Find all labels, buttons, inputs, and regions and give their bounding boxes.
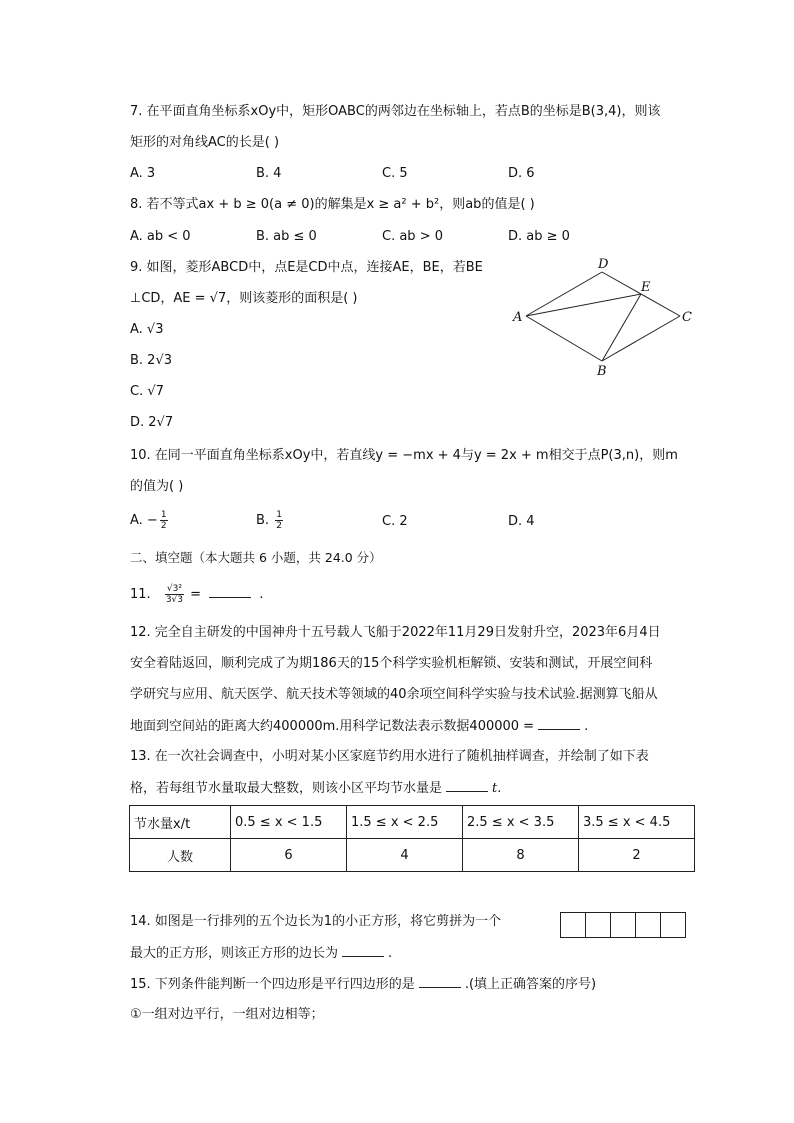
label-a: A [513,310,523,325]
label-b: B [597,364,607,379]
q13-line1: 13. 在一次社会调查中，小明对某小区家庭节约用水进行了随机抽样调查，并绘制了如下表 [130,749,649,764]
q11-equals: = [190,587,202,602]
q14-line1: 14. 如图是一行排列的五个边长为1的小正方形，将它剪拼为一个 [130,914,502,929]
q13-answer-blank[interactable] [446,779,488,792]
edge-ad [526,272,602,316]
q15-answer-blank[interactable] [419,975,461,988]
q14-line2: 最大的正方形，则该正方形的边长为 . [130,946,393,961]
q15-item1: ①一组对边平行，一组对边相等； [130,1007,324,1022]
q10-option-b[interactable] [256,510,285,531]
q9-line1: 9. 如图，菱形ABCD中，点E是CD中点，连接AE，BE，若BE [130,260,483,275]
q7-option-c[interactable]: C. 5 [382,166,408,181]
q10-option-b-fraction: $\frac{1}{2}$ [276,510,282,531]
table-cell: 3.5 ≤ x < 4.5 [579,806,695,839]
q9-option-d[interactable]: D. 2√7 [130,415,174,430]
q14-answer-blank[interactable] [342,944,384,957]
table-cell: 8 [463,839,579,872]
q11-label: 11. [130,587,151,602]
unit-square [585,912,611,938]
q10-option-a-prefix: A. − [130,513,158,528]
unit-square [635,912,661,938]
table-cell: 节水量x/t [130,806,231,839]
q8-line1: 8. 若不等式ax + b ≥ 0(a ≠ 0)的解集是x ≥ a² + b²，则ab的值是( ) [130,197,535,212]
table-cell: 2 [579,839,695,872]
table-header-row [130,806,695,839]
q12-line4: 地面到空间站的距离大约400000m.用科学记数法表示数据400000 = . [130,719,589,734]
q9-option-a[interactable]: A. √3 [130,322,164,337]
q11-line [130,584,263,605]
table-cell: 人数 [130,839,231,872]
rhombus-figure [510,255,710,380]
q8-option-d[interactable]: D. ab ≥ 0 [508,229,570,244]
q12-line2: 安全着陆返回，顺利完成了为期186天的15个科学实验机柜解锁、安装和测试，开展空间科 [130,656,653,671]
q10-option-b-prefix: B. [256,513,274,528]
q8-option-a[interactable]: A. ab < 0 [130,229,191,244]
q10-option-a[interactable] [130,510,170,531]
q7-option-b[interactable]: B. 4 [256,166,282,181]
q7-line2: 矩形的对角线AC的长是( ) [130,135,280,150]
unit-square [610,912,636,938]
q15-line1: 15. 下列条件能判断一个四边形是平行四边形的是 .(填上正确答案的序号) [130,977,597,992]
q9-option-c[interactable]: C. √7 [130,384,164,399]
q10-option-d[interactable]: D. 4 [508,514,535,529]
q11-fraction: $\frac{\text{√3²}}{3√3}$ [165,584,184,605]
table-cell: 1.5 ≤ x < 2.5 [347,806,463,839]
q9-option-b[interactable]: B. 2√3 [130,353,173,368]
label-c: C [682,310,692,325]
q9-line2: ⊥CD，AE = √7，则该菱形的面积是( ) [130,291,358,306]
unit-square [660,912,686,938]
q7-line1: 7. 在平面直角坐标系xOy中，矩形OABC的两邻边在坐标轴上，若点B的坐标是B(3,4)，则该 [130,104,661,119]
q8-option-c[interactable]: C. ab > 0 [382,229,443,244]
table-row [130,839,695,872]
segment-be [602,294,641,361]
water-saving-table [129,805,695,872]
q11-answer-blank[interactable] [209,585,251,598]
section-heading: 二、填空题（本大题共 6 小题，共 24.0 分） [130,550,382,565]
edge-cb [602,316,680,361]
q10-line2: 的值为( ) [130,479,184,494]
q13-line2: 格，若每组节水量取最大整数，则该小区平均节水量是 t. [130,781,502,796]
q10-option-a-fraction: $\frac{1}{2}$ [160,510,167,531]
table-cell: 4 [347,839,463,872]
q10-option-c[interactable]: C. 2 [382,514,408,529]
q12-answer-blank[interactable] [538,717,580,730]
q10-line1: 10. 在同一平面直角坐标系xOy中，若直线y = −mx + 4与y = 2x + m相交于点P(3,n)，则m [130,448,678,463]
q7-option-a[interactable]: A. 3 [130,166,156,181]
label-e: E [641,280,651,295]
edge-ba [526,316,602,361]
q11-end: . [259,587,264,602]
q7-option-d[interactable]: D. 6 [508,166,535,181]
table-cell: 2.5 ≤ x < 3.5 [463,806,579,839]
label-d: D [598,257,609,272]
unit-square [560,912,586,938]
q12-line1: 12. 完全自主研发的中国神舟十五号载人飞船于2022年11月29日发射升空，2023年6月4日 [130,625,661,640]
table-cell: 6 [231,839,347,872]
q12-line3: 学研究与应用、航天医学、航天技术等领域的40余项空间科学实验与技术试验.据测算飞船从 [130,687,658,702]
table-cell: 0.5 ≤ x < 1.5 [231,806,347,839]
segment-ae [526,294,641,316]
q8-option-b[interactable]: B. ab ≤ 0 [256,229,317,244]
five-squares-figure [561,912,686,938]
